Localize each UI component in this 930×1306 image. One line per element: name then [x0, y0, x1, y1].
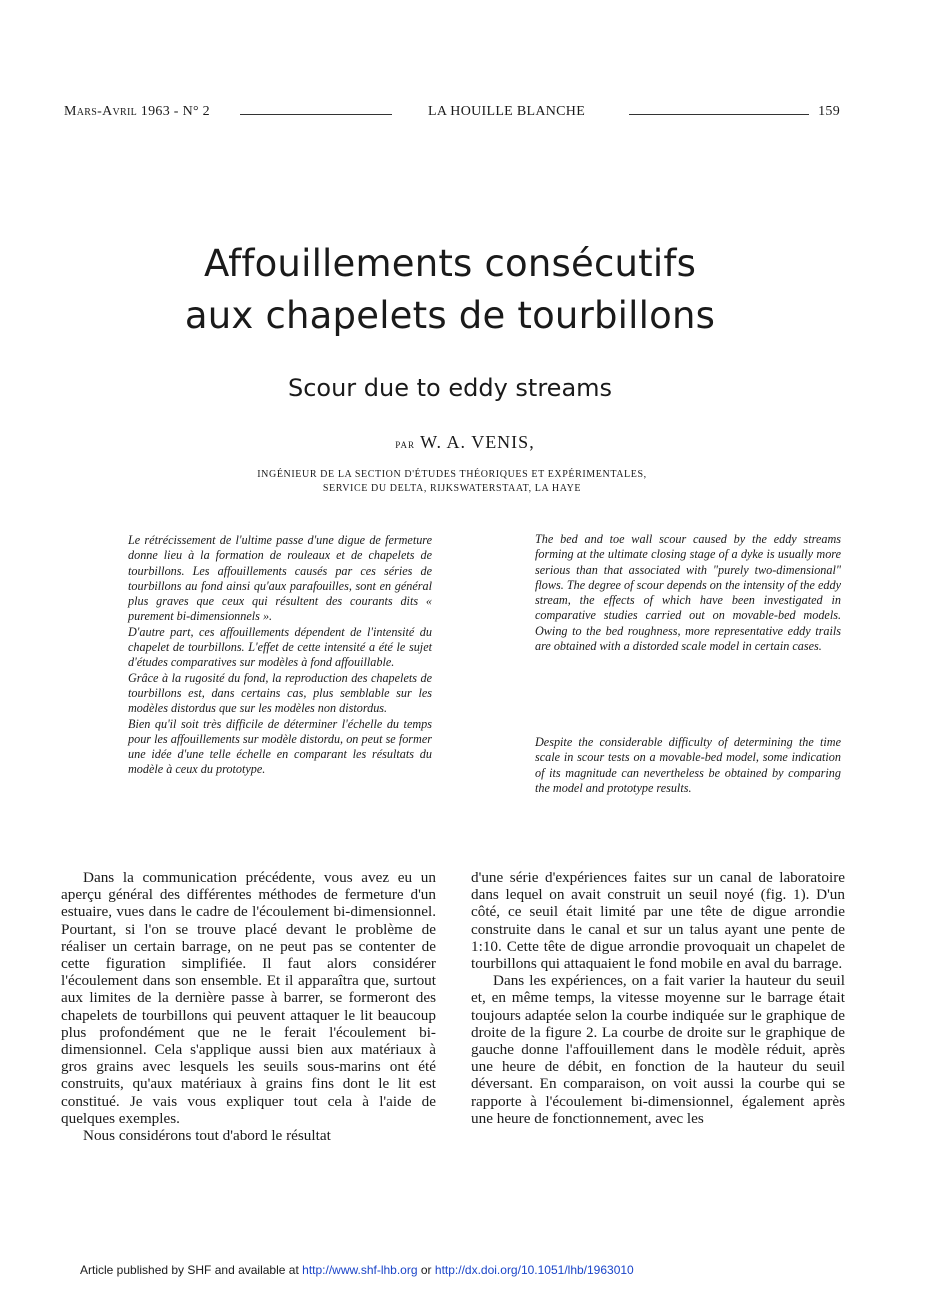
publication-footer	[80, 1263, 840, 1277]
footer-connector: or	[420, 1263, 432, 1277]
title-line-1: Affouillements consécutifs	[203, 242, 697, 285]
author-name: W. A. VENIS,	[420, 432, 535, 452]
abstract-english-part-1	[535, 532, 841, 654]
abstract-en-paragraph: The bed and toe wall scour caused by the eddy streams forming at the ultimate closing stage of a dyke is usually more serious than that associated with "purely two-dimensional" flows. The degree of scour depends on the intensity of the eddy stream, the effects of which have been investigated in comparative studies carried out on movable-bed models. Owing to the bed roughness, more representative eddy trails are obtained with a distorded scale model in certain cases.	[535, 532, 841, 654]
journal-name: LA HOUILLE BLANCHE	[428, 104, 586, 119]
body-paragraph: Nous considérons tout d'abord le résultat	[83, 1127, 331, 1145]
affiliation-line-1: INGÉNIEUR DE LA SECTION D'ÉTUDES THÉORIQUES ET EXPÉRIMENTALES,	[257, 469, 647, 480]
header-rule-left	[240, 114, 392, 115]
byline	[0, 432, 930, 453]
header-rule-right	[629, 114, 809, 115]
shf-lhb-link[interactable]: http://www.shf-lhb.org	[302, 1263, 418, 1277]
abstract-fr-paragraph: Grâce à la rugosité du fond, la reproduction des chapelets de tourbillons est, dans certains cas, plus semblable sur les modèles distordus que sur les modèles non distordus.	[128, 670, 432, 716]
author-affiliation	[0, 468, 904, 496]
body-paragraph: Dans les expériences, on a fait varier la hauteur du seuil et, en même temps, la vitesse moyenne sur le barrage était toujours adaptée selon la courbe indiquée sur le graphique de droite de la figure 2. La courbe de droite sur le graphique de gauche donne l'affouillement dans le modèle réduit, après une heure de débit, en fonction de la hauteur du seuil déversant. En comparaison, on voit aussi la courbe qui se rapporte à l'écoulement bi-dimensionnel, également après une heure de fonctionnement, avec les	[471, 972, 845, 1127]
affiliation-line-2: SERVICE DU DELTA, RIJKSWATERSTAAT, LA HAYE	[322, 483, 582, 494]
body-paragraph: d'une série d'expériences faites sur un canal de laboratoire dans lequel on avait construit un seuil noyé (fig. 1). D'un côté, ce seuil était limité par une tête de digue arrondie construite dans le canal et sur un talus ayant une pente de 1:10. Cette tête de digue arrondie provoquait un chapelet de tourbillons qui attaquaient le fond mobile en aval du barrage.	[471, 869, 845, 973]
title-line-2: aux chapelets de tourbillons	[184, 294, 716, 337]
article-subtitle: Scour due to eddy streams	[287, 374, 613, 402]
abstract-french	[128, 533, 432, 778]
abstract-fr-paragraph: Bien qu'il soit très difficile de déterminer l'échelle du temps pour les affouillements sur modèle distordu, on peut se former une idée d'une telle échelle en comparant les résultats du modèle à ceux du prototype.	[128, 716, 432, 777]
page-number: 159	[818, 104, 840, 119]
abstract-fr-paragraph: Le rétrécissement de l'ultime passe d'une digue de fermeture donne lieu à la formation de rouleaux et de chapelets de tourbillons. Les affouillements causés par ces séries de tourbillons au fond ainsi qu'aux parafouilles, sont en général plus graves que ceux qui résultent des courants dits « purement bi-dimensionnels ».	[128, 533, 432, 624]
body-column-left	[61, 869, 436, 1144]
journal-issue: Mars-Avril 1963 - N° 2	[64, 104, 210, 119]
doi-link[interactable]: http://dx.doi.org/10.1051/lhb/1963010	[434, 1263, 634, 1277]
byline-par: par	[395, 436, 415, 451]
running-header	[64, 104, 840, 124]
footer-prefix: Article published by SHF and available at	[80, 1263, 299, 1277]
abstract-english-part-2	[535, 735, 841, 796]
abstract-en-paragraph: Despite the considerable difficulty of determining the time scale in scour tests on a movable-bed model, some indication of its magnitude can nevertheless be obtained by comparing the model and prototype results.	[535, 735, 841, 795]
body-paragraph: Dans la communication précédente, vous avez eu un aperçu général des différentes méthodes de fermeture d'un estuaire, vues dans le cadre de l'écoulement bi-dimensionnel. Pourtant, si l'on se trouve placé devant le problème de réaliser un certain barrage, on ne peut pas se contenter de cette figuration simplifiée. Il faut alors considérer l'écoulement dans son ensemble. Et il apparaîtra que, surtout aux limites de la dernière passe à barrer, se formeront des chapelets de tourbillons qui peuvent attaquer le lit beaucoup plus profondément que ne le ferait l'écoulement bi-dimensionnel. Cela s'applique aussi bien aux matériaux à gros grains avec lesquels les seuils sous-marins ont été construits, qu'aux matériaux à grains fins dont le lit est constitué. Je vais vous expliquer tout cela à l'aide de quelques exemples.	[61, 869, 436, 1127]
body-column-right	[471, 869, 845, 1127]
article-title	[0, 238, 900, 342]
abstract-fr-paragraph: D'autre part, ces affouillements dépendent de l'intensité du chapelet de tourbillons. L'effet de cette intensité a été le sujet d'études comparatives sur modèles à fond affouillable.	[128, 624, 432, 670]
